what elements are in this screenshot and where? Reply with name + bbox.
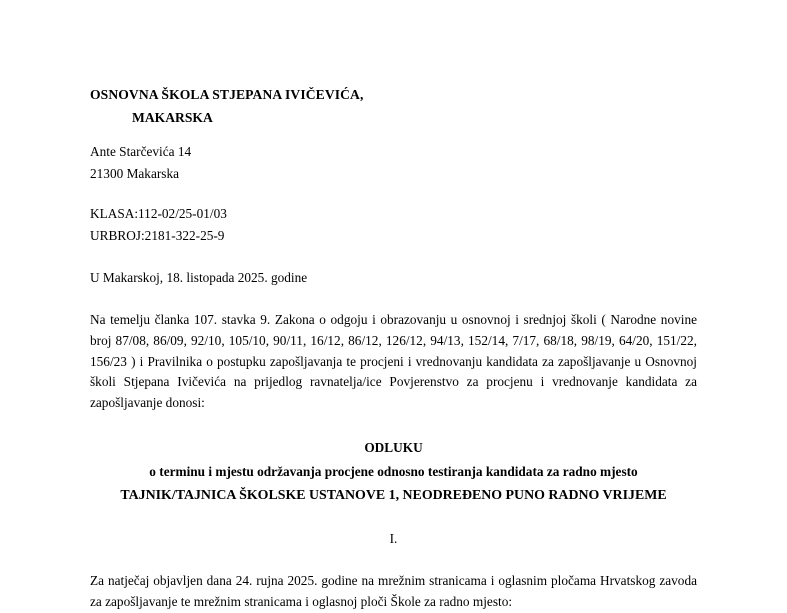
organization-name-line2: MAKARSKA [132, 110, 213, 126]
document-body [90, 84, 697, 613]
classification-block [90, 204, 697, 246]
competition-paragraph: Za natječaj objavljen dana 24. rujna 2025. godine na mrežnim stranicama i oglasnim pločama Hrvatskog zavoda za zapošljavanje te mrežnim stranicama i oglasnoj ploči Škole za radno mjesto: [90, 573, 697, 609]
urbroj-number: URBROJ:2181-322-25-9 [90, 227, 225, 243]
section-number: I. [389, 530, 398, 546]
klasa-number: KLASA:112-02/25-01/03 [90, 206, 227, 222]
address-block [90, 142, 697, 184]
legal-basis-paragraph: Na temelju članka 107. stavka 9. Zakona o odgoju i obrazovanju u osnovnoj i srednjoj školi ( Narodne novine broj 87/08, 86/09, 92/10, 105/10, 90/11, 16/12, 86/12, 126/12, 94/13, 152/14, 7/17, 68/18, 98/19, 64/20, 151/22, 156/23 ) i Pravilnika o postupku zapošljavanja te procjeni i vrednovanju kandidata za zapošljavanje u Osnovnoj školi Stjepana Ivičevića na prijedlog ravnatelja/ice Povjerenstvo za procjenu i vrednovanje kandidata za zapošljavanje donosi: [90, 312, 697, 411]
decision-position: TAJNIK/TAJNICA ŠKOLSKE USTANOVE 1, NEODREĐENO PUNO RADNO VRIJEME [120, 488, 667, 504]
place-and-date: U Makarskoj, 18. listopada 2025. godine [90, 269, 308, 285]
address-street: Ante Starčevića 14 [90, 144, 192, 160]
organization-name-line1: OSNOVNA ŠKOLA STJEPANA IVIČEVIĆA, [90, 87, 364, 102]
address-city: 21300 Makarska [90, 165, 179, 181]
decision-title: ODLUKU [364, 439, 423, 455]
decision-subtitle: o terminu i mjestu održavanja procjene odnosno testiranja kandidata za radno mjesto [149, 464, 638, 480]
